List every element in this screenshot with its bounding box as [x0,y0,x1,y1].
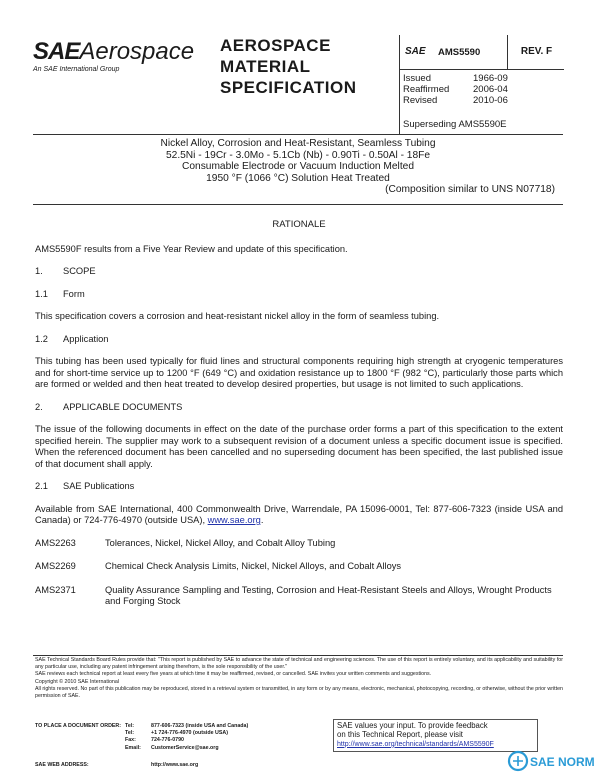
contact-kind: Tel: [125,730,135,737]
reference-item [35,538,563,550]
date-value: 2010-06 [473,95,508,106]
sae-norm-watermark [506,747,598,775]
feedback-text: on this Technical Report, please visit [337,730,463,740]
title-line: Nickel Alloy, Corrosion and Heat-Resistant, Seamless Tubing [160,138,436,149]
doc-type-line: SPECIFICATION [220,78,357,97]
section-title: Application [63,333,109,344]
contact-value: +1 724-776-4970 (outside USA) [151,730,228,737]
sentence-end: . [260,515,264,525]
logo-tagline: An SAE International Group [33,66,120,73]
document-body [35,219,563,620]
reference-item [35,585,563,608]
web-address [35,762,198,768]
date-label: Issued [403,73,431,84]
contact-value: 877-606-7323 (inside USA and Canada) [151,723,249,729]
legal-footer [35,657,563,700]
section-title: APPLICABLE DOCUMENTS [63,401,183,412]
title-line: 1950 °F (1066 °C) Solution Heat Treated [206,172,390,184]
section-heading [35,402,563,414]
composition-note: (Composition similar to UNS N07718) [385,184,555,195]
feedback-text: SAE values your input. To provide feedback [337,721,488,730]
contact-kind: Email: [125,744,141,751]
footer-rules-text: SAE Technical Standards Board Rules provide that: "This report is published by SAE to advance the state of technical and engineering sciences. The use of this report is entirely voluntary, and its applicability and suitability for any particular use, including any patent infringement arising therefrom, is the sole responsibility of the user." [35,657,563,671]
superseding-note: Superseding AMS5590E [403,119,507,130]
order-contact-block [35,723,248,752]
contact-kind: Fax: [125,737,136,744]
logo-sae-text: SAE [33,38,80,65]
section-title: SCOPE [63,266,96,276]
logo-aerospace-text: Aerospace [79,38,195,65]
title-line: 52.5Ni - 19Cr - 3.0Mo - 5.1Cb (Nb) - 0.90Ti - 0.50Al - 18Fe [165,149,431,161]
reference-code: AMS2269 [35,561,76,571]
reference-title: Tolerances, Nickel, Nickel Alloy, and Cobalt Alloy Tubing [105,537,336,548]
section-number: 1.2 [35,333,48,344]
date-value: 1966-09 [473,73,508,84]
reference-item [35,561,563,573]
reference-title: Quality Assurance Sampling and Testing, Corrosion and Heat-Resistant Steels and Alloys, Wrought Products and Forging Stock [105,584,552,606]
doc-type-line: AEROSPACE [220,36,331,55]
title-line: Consumable Electrode or Vacuum Induction Melted [182,161,414,172]
specification-title [33,138,563,196]
rationale-heading: RATIONALE [272,219,326,230]
id-sae-mark: SAE [405,46,426,57]
footer-rights-text: All rights reserved. No part of this publication may be reproduced, stored in a retrieval system or transmitted, in any form or by any means, electronic, mechanical, photocopying, recording, or otherwise, without the prior written permission of SAE. [35,685,563,700]
section-title: SAE Publications [63,481,135,491]
applicable-documents-text: The issue of the following documents in effect on the date of the purchase order forms a part of this specification to the extent specified herein. The supplier may work to a subsequent revision of a document unless a specific document issue is specified. When the referenced document has been cancelled and no superseding document has been specified, the last published issue of that document shall apply. [35,424,563,469]
contact-value: 724-776-0790 [151,737,184,744]
rationale-text: AMS5590F results from a Five Year Review and update of this specification. [35,243,348,254]
feedback-link[interactable]: http://www.sae.org/technical/standards/AMS5590F [337,740,494,748]
document-dates [403,73,508,106]
web-address-label: SAE WEB ADDRESS: [35,762,89,768]
document-id-box [399,35,564,134]
section-heading [35,266,563,278]
sae-publications-text [35,504,563,527]
contact-kind: Tel: [125,723,135,729]
document-header [33,35,563,134]
doc-type-line: MATERIAL [220,57,311,76]
form-text: This specification covers a corrosion and heat-resistant nickel alloy in the form of seamless tubing. [35,311,440,321]
web-address-link[interactable]: http://www.sae.org [151,762,199,768]
section-heading [35,334,563,346]
date-value: 2006-04 [473,84,508,95]
section-heading [35,289,563,301]
order-label: TO PLACE A DOCUMENT ORDER: [35,723,122,729]
section-number: 2.1 [35,481,48,491]
reference-title: Chemical Check Analysis Limits, Nickel, Nickel Alloys, and Cobalt Alloys [105,561,402,571]
title-divider [33,204,563,205]
contact-value[interactable]: CustomerService@sae.org [151,744,219,751]
reference-code: AMS2263 [35,537,76,548]
section-heading [35,481,563,493]
sae-publications-body: Available from SAE International, 400 Commonwealth Drive, Warrendale, PA 15096-0001, Tel: 877-606-7323 (inside USA and Canada) or 724-776-4970 (outside USA), [35,503,563,525]
document-number: AMS5590 [438,47,481,58]
section-number: 2. [35,401,43,412]
footer-review-text: SAE reviews each technical report at least every five years at which time it may be reaffirmed, revised, or cancelled. SAE invites your written comments and suggestions. [35,671,432,678]
watermark-text: SAE NORM [530,755,595,769]
date-label: Revised [403,95,438,106]
reference-code: AMS2371 [35,584,76,595]
date-label: Reaffirmed [403,84,450,95]
application-text: This tubing has been used typically for fluid lines and structural components requiring high strength at cryogenic temperatures and for short-time service up to 1200 °F (649 °C) and oxidation resistance up to 1800 °F (982 °C), particularly those parts which are formed or welded and then heat treated to develop desired properties, but usage is not limited to such applications. [35,356,563,389]
section-title: Form [63,288,85,299]
footer-copyright: Copyright © 2010 SAE International [35,678,119,685]
sae-website-link[interactable]: www.sae.org [207,515,261,525]
sae-aerospace-logo [33,39,194,73]
section-number: 1.1 [35,288,48,299]
footer-divider [33,655,563,656]
revision-label: REV. F [507,35,565,69]
section-number: 1. [35,266,43,276]
document-type-title [220,35,400,98]
watermark-cross-icon [513,756,523,766]
header-divider [33,134,563,135]
